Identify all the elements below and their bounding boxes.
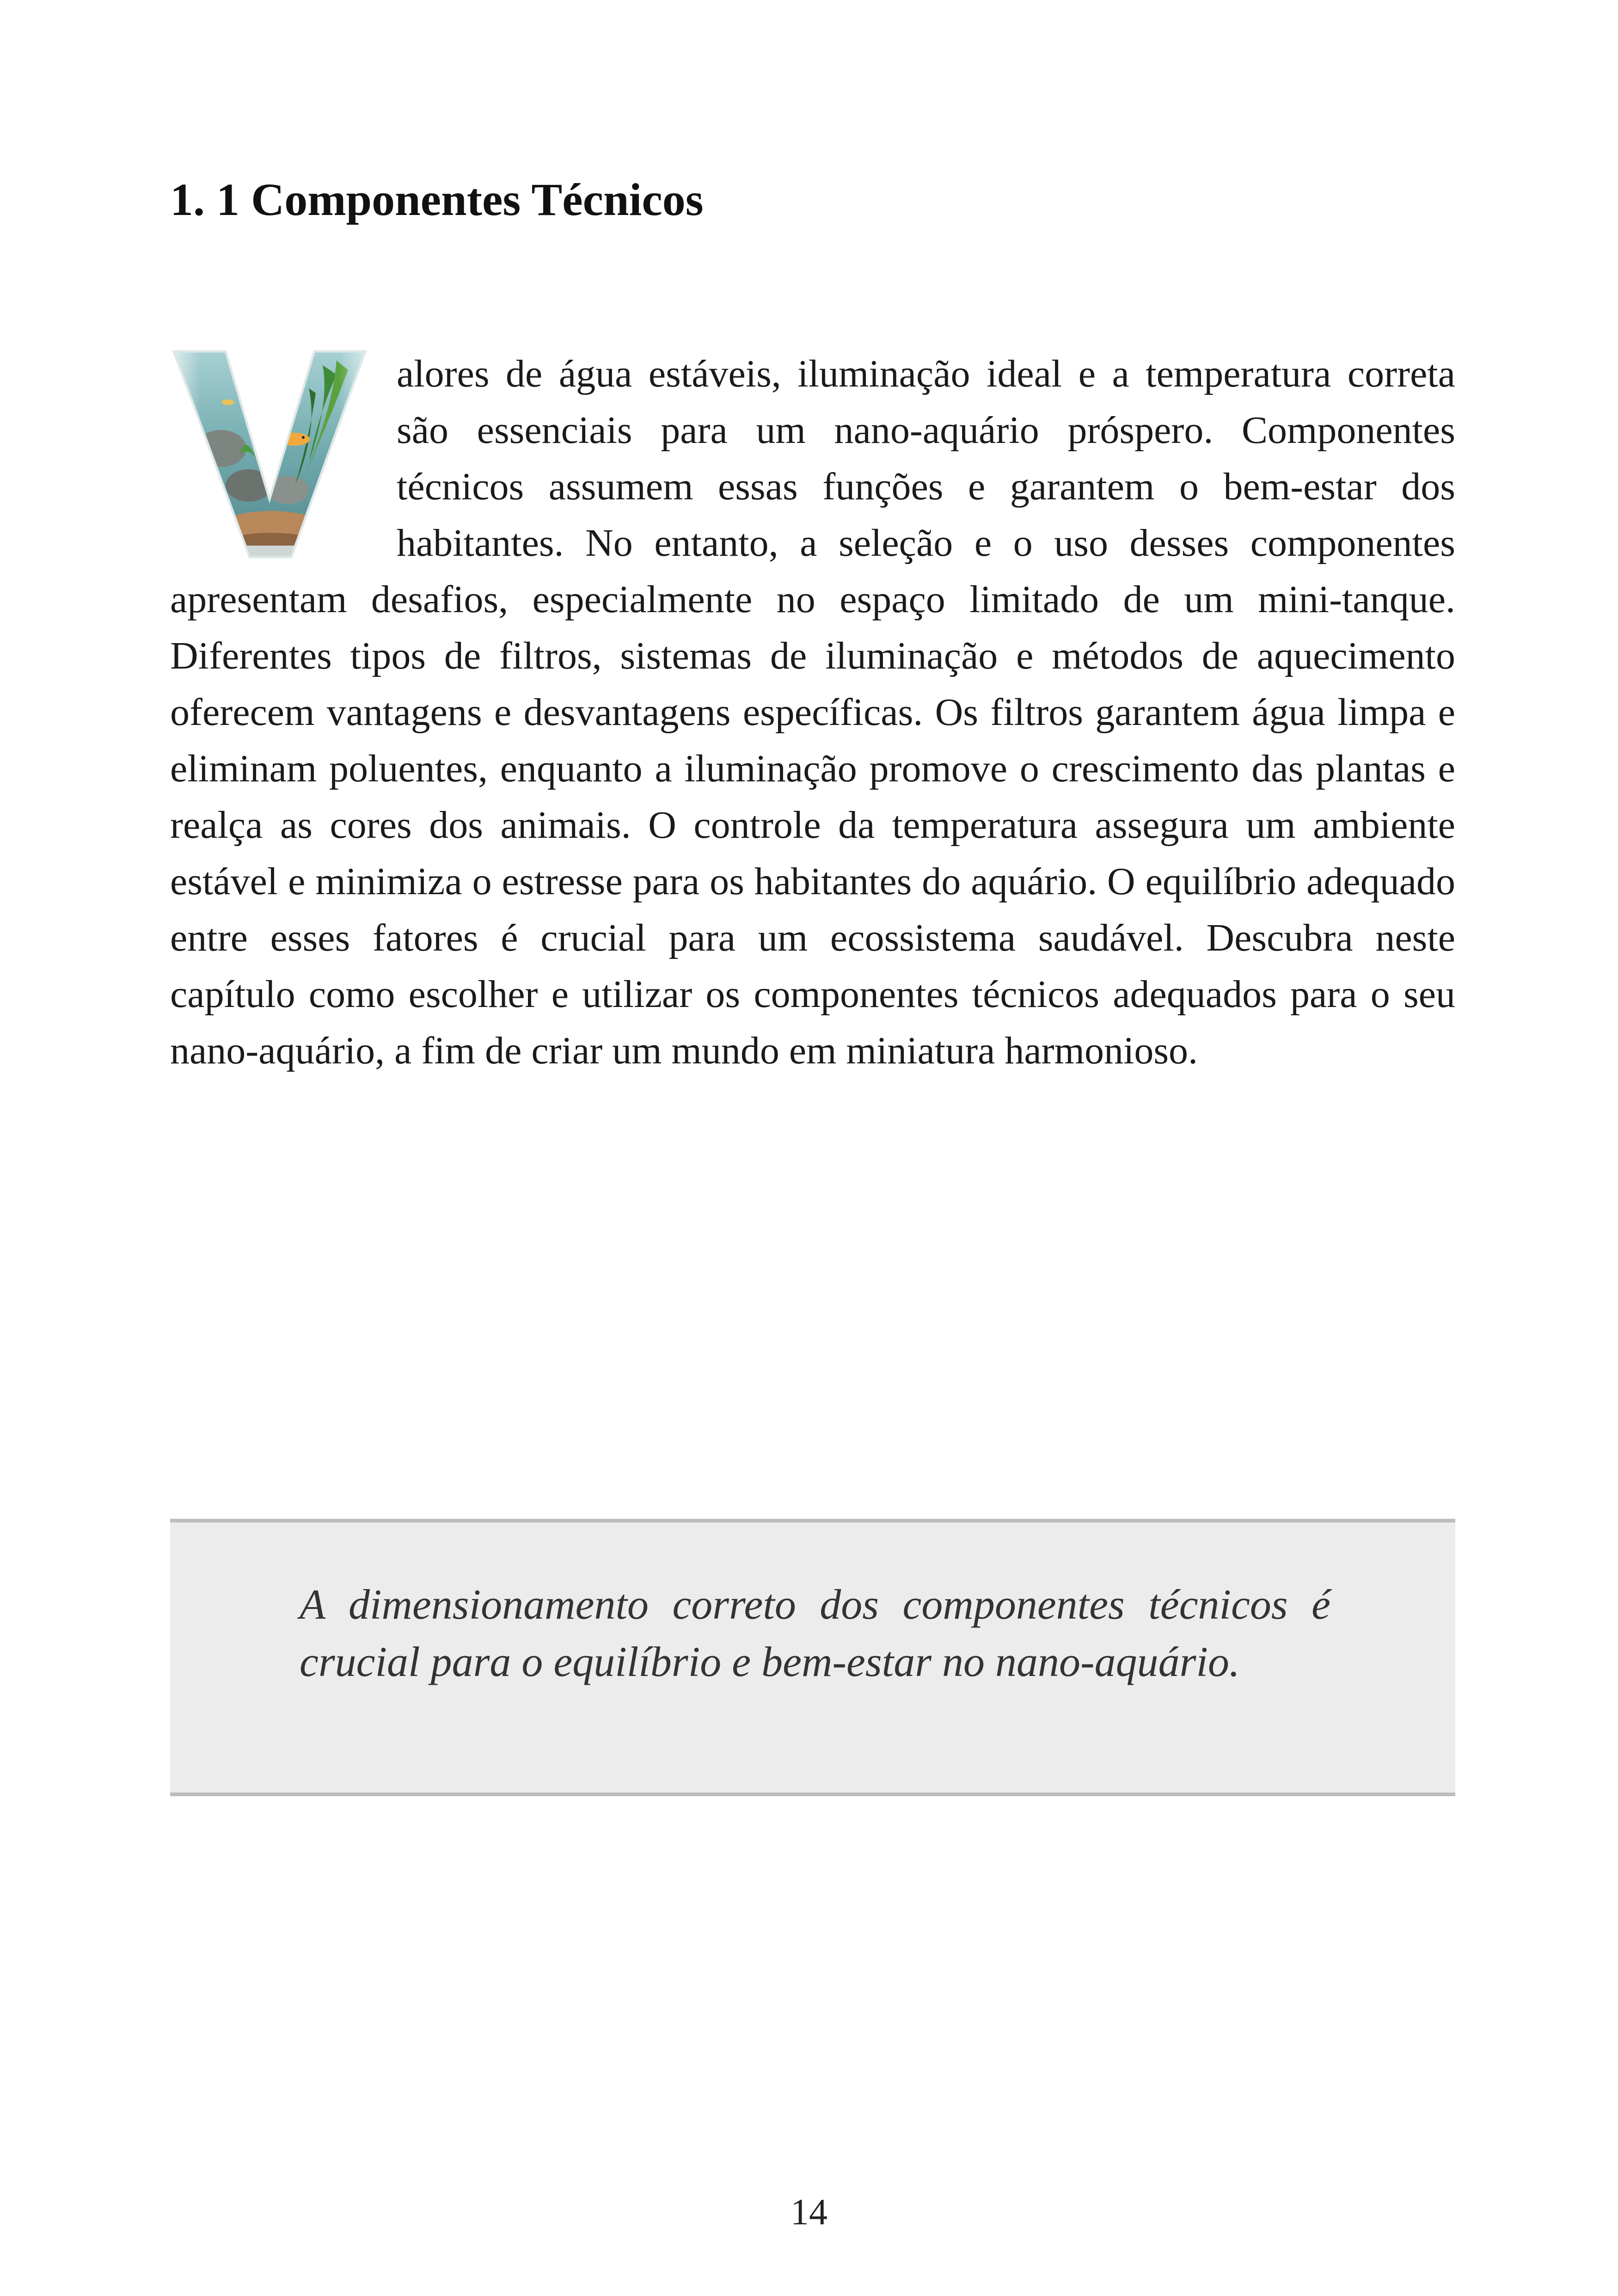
aquarium-v-icon bbox=[170, 347, 369, 564]
body-text: alores de água estáveis, iluminação ideal e a temperatura correta são essenciais para um nano-aquário próspero. Componentes técnicos assumem essas funções e garantem o bem-estar dos habitantes. No entanto, a seleção e o uso desses componentes apresentam desafios, especialmente no espaço limitado de um mini-tanque. Diferentes tipos de filtros, sistemas de iluminação e métodos de aquecimento oferecem vantagens e desvantagens específicas. Os filtros garantem água limpa e eliminam poluentes, enquanto a iluminação promove o crescimento das plantas e realça as cores dos animais. O controle da temperatura assegura um ambiente estável e minimiza o estresse para os habitantes do aquário. O equilíbrio adequado entre esses fatores é crucial para um ecossistema saudável. Descubra neste capítulo como escolher e utilizar os componentes técnicos adequados para o seu nano-aquário, a fim de criar um mundo em miniatura harmonioso. bbox=[170, 352, 1455, 1072]
section-title: 1. 1 Componentes Técnicos bbox=[170, 174, 704, 225]
dropcap-aquarium-v-illustration bbox=[170, 347, 369, 564]
callout-text: A dimensionamento correto dos componentes técnicos é crucial para o equilíbrio e bem-estar no nano-aquário. bbox=[300, 1581, 1330, 1685]
body-paragraph bbox=[170, 346, 1455, 1079]
page-number: 14 bbox=[791, 2192, 827, 2233]
callout-box bbox=[170, 1519, 1455, 1796]
